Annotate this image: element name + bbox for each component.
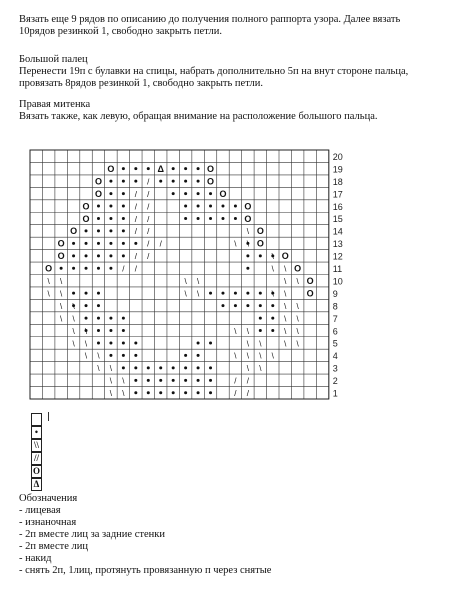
legend-tick-mark [48, 412, 49, 421]
row-number: 11 [332, 264, 343, 274]
k2tog-tbl-symbol: \ [72, 339, 75, 349]
purl-dot [271, 329, 274, 332]
yarn-over-symbol: O [82, 201, 90, 212]
purl-dot [109, 267, 112, 270]
purl-dot [109, 254, 112, 257]
purl-dot [97, 329, 100, 332]
k2tog-tbl-symbol: \ [97, 364, 100, 374]
row-number: 7 [332, 313, 338, 324]
k2tog-tbl-symbol: \ [271, 252, 274, 262]
right-mitten-paragraph: Вязать также, как левую, обращая внимание на расположение большого пальца. [19, 111, 378, 122]
purl-dot [97, 304, 100, 307]
purl-dot [197, 217, 200, 220]
purl-dot [97, 254, 100, 257]
k2tog-tbl-symbol: \ [284, 277, 287, 287]
purl-dot [85, 317, 88, 320]
purl-dot [221, 217, 224, 220]
purl-dot [109, 217, 112, 220]
yarn-over-symbol: O [306, 276, 314, 287]
right-mitten-heading: Правая митенка [19, 99, 91, 110]
purl-dot [209, 192, 212, 195]
legend-item-k2tog: - 2п вместе лиц [19, 541, 88, 552]
row-number: 4 [332, 351, 338, 362]
purl-dot [97, 317, 100, 320]
k2tog-tbl-symbol: \ [196, 277, 200, 287]
purl-dot [147, 366, 150, 369]
k2tog-tbl-symbol: \ [60, 289, 63, 299]
purl-dot [97, 341, 100, 344]
purl-dot [234, 205, 237, 208]
row-number: 9 [332, 288, 338, 299]
thumb-line-2: провязать 8рядов резинкой 1, свободно закрыть петли. [19, 78, 264, 90]
k2tog-tbl-symbol: \ [296, 301, 299, 311]
k2tog-tbl-symbol: \ [234, 351, 237, 361]
k2tog-tbl-symbol: \ [284, 289, 287, 299]
yarn-over-symbol: O [57, 238, 65, 249]
k2tog-symbol: / [134, 202, 137, 212]
k2tog-tbl-symbol: \ [84, 326, 88, 336]
k2tog-tbl-symbol: \ [184, 277, 187, 287]
k2tog-tbl-symbol: \ [296, 277, 299, 287]
purl-dot [259, 329, 262, 332]
row-number: 5 [332, 338, 338, 349]
k2tog-tbl-symbol: \ [271, 264, 274, 274]
thumb-line-1: Перенести 19п с булавки на спицы, набрать дополнительно 5п на внут стороне пальца, [19, 66, 409, 77]
yarn-over-symbol: O [256, 226, 264, 237]
k2tog-symbol: / [134, 252, 137, 262]
purl-dot [184, 180, 187, 183]
legend-item-purl: - изнаночная [19, 517, 77, 528]
purl-dot [172, 180, 175, 183]
purl-dot [197, 366, 200, 369]
purl-dot [209, 379, 212, 382]
purl-dot [134, 354, 137, 357]
row-number: 12 [332, 251, 343, 262]
purl-dot [172, 366, 175, 369]
k2tog-tbl-symbol: \ [109, 364, 113, 374]
k2tog-tbl-symbol: \ [284, 264, 287, 274]
legend-symbol-k2tog-tbl: \\ [31, 439, 42, 452]
yarn-over-symbol: O [244, 201, 252, 212]
k2tog-symbol: / [147, 177, 150, 187]
purl-dot [122, 205, 125, 208]
k2tog-symbol: / [134, 189, 137, 199]
purl-dot [159, 391, 162, 394]
legend-symbol-purl: • [31, 426, 42, 439]
purl-dot [172, 192, 175, 195]
k2tog-tbl-symbol: \ [246, 339, 249, 349]
k2tog-symbol: / [159, 239, 162, 249]
purl-dot [271, 304, 274, 307]
purl-dot [184, 354, 187, 357]
k2tog-tbl-symbol: \ [246, 326, 249, 336]
purl-dot [221, 304, 224, 307]
k2tog-symbol: / [134, 227, 137, 237]
k2tog-tbl-symbol: \ [246, 364, 249, 374]
purl-dot [72, 254, 75, 257]
purl-dot [109, 229, 112, 232]
yarn-over-symbol: O [281, 251, 289, 262]
k2tog-tbl-symbol: \ [47, 277, 50, 287]
yarn-over-symbol: O [256, 238, 264, 249]
purl-dot [209, 366, 212, 369]
row-number: 20 [332, 151, 343, 162]
yarn-over-symbol: O [94, 176, 102, 187]
purl-dot [72, 267, 75, 270]
purl-dot [221, 205, 224, 208]
k2tog-symbol: / [134, 214, 137, 224]
purl-dot [85, 304, 88, 307]
legend-symbol-yarn-over: O [32, 466, 40, 476]
purl-dot [197, 341, 200, 344]
purl-dot [122, 354, 125, 357]
purl-dot [172, 391, 175, 394]
k2tog-symbol: / [246, 376, 249, 386]
k2tog-symbol: / [147, 252, 150, 262]
legend-title: Обозначения [19, 493, 78, 504]
purl-dot [109, 192, 112, 195]
row-number: 14 [332, 226, 343, 237]
k2tog-tbl-symbol: \ [84, 339, 88, 349]
purl-dot [209, 292, 212, 295]
purl-dot [259, 304, 262, 307]
k2tog-tbl-symbol: \ [72, 326, 75, 336]
k2tog-tbl-symbol: \ [284, 339, 287, 349]
purl-dot [246, 267, 249, 270]
purl-dot [122, 242, 125, 245]
purl-dot [85, 242, 88, 245]
purl-dot [122, 366, 125, 369]
legend-symbol-decrease: Δ [31, 478, 42, 491]
legend-symbol-k2tog: // [31, 452, 42, 465]
purl-dot [184, 217, 187, 220]
purl-dot [97, 205, 100, 208]
legend-item-decrease: - снять 2п, 1лиц, протянуть провязанную п через снятые [19, 565, 272, 576]
k2tog-symbol: / [147, 189, 150, 199]
k2tog-symbol: / [234, 389, 237, 399]
purl-dot [122, 192, 125, 195]
purl-dot [134, 366, 137, 369]
k2tog-tbl-symbol: \ [84, 351, 88, 361]
k2tog-tbl-symbol: \ [196, 289, 200, 299]
k2tog-tbl-symbol: \ [97, 351, 100, 361]
legend-notes [19, 493, 271, 577]
purl-dot [122, 254, 125, 257]
yarn-over-symbol: O [294, 263, 302, 274]
k2tog-symbol: / [246, 389, 249, 399]
purl-dot [209, 391, 212, 394]
k2tog-tbl-symbol: \ [60, 301, 63, 311]
purl-dot [122, 341, 125, 344]
legend-item-k2tog-tbl: - 2п вместе лиц за задние стенки [19, 529, 165, 540]
thumb-heading: Большой палец [19, 54, 88, 65]
k2tog-tbl-symbol: \ [246, 227, 249, 237]
purl-dot [109, 329, 112, 332]
purl-dot [184, 379, 187, 382]
yarn-over-symbol: O [207, 163, 215, 174]
k2tog-tbl-symbol: \ [60, 314, 63, 324]
k2tog-symbol: / [122, 264, 125, 274]
k2tog-tbl-symbol: \ [259, 364, 262, 374]
purl-dot [122, 180, 125, 183]
row-number: 18 [332, 176, 343, 187]
row-number: 19 [332, 164, 343, 175]
purl-dot [85, 254, 88, 257]
row-number: 3 [332, 363, 338, 374]
yarn-over-symbol: O [82, 213, 90, 224]
k2tog-symbol: / [147, 214, 150, 224]
k2tog-tbl-symbol: \ [284, 301, 287, 311]
k2tog-tbl-symbol: \ [296, 326, 299, 336]
purl-dot [234, 304, 237, 307]
purl-dot [197, 391, 200, 394]
purl-dot [184, 391, 187, 394]
purl-dot [122, 167, 125, 170]
k2tog-tbl-symbol: \ [72, 301, 75, 311]
purl-dot [246, 304, 249, 307]
row-number: 1 [332, 388, 338, 399]
yarn-over-symbol: O [219, 188, 227, 199]
purl-dot [184, 192, 187, 195]
purl-dot [97, 229, 100, 232]
purl-dot [97, 267, 100, 270]
k2tog-tbl-symbol: \ [271, 289, 274, 299]
purl-dot [72, 242, 75, 245]
yarn-over-symbol: O [207, 176, 215, 187]
purl-dot [122, 217, 125, 220]
row-number: 6 [332, 326, 338, 337]
legend-item-yarn-over: - накид [19, 553, 52, 564]
row-number: 15 [332, 214, 343, 225]
yarn-over-symbol: O [57, 251, 65, 262]
yarn-over-symbol: O [107, 163, 115, 174]
purl-dot [184, 167, 187, 170]
row-number: 8 [332, 301, 338, 312]
purl-dot [97, 217, 100, 220]
purl-dot [172, 379, 175, 382]
k2tog-tbl-symbol: \ [122, 389, 125, 399]
row-number: 16 [332, 201, 343, 212]
k2tog-tbl-symbol: \ [47, 289, 50, 299]
k2tog-tbl-symbol: \ [296, 314, 299, 324]
k2tog-tbl-symbol: \ [296, 339, 299, 349]
k2tog-tbl-symbol: \ [246, 351, 249, 361]
k2tog-tbl-symbol: \ [259, 339, 262, 349]
intro-line-2: 10рядов резинкой 1, свободно закрыть петли. [19, 26, 222, 38]
purl-dot [134, 242, 137, 245]
k2tog-tbl-symbol: \ [271, 351, 274, 361]
purl-dot [246, 254, 249, 257]
k2tog-tbl-symbol: \ [60, 277, 63, 287]
k2tog-tbl-symbol: \ [259, 351, 262, 361]
k2tog-tbl-symbol: \ [109, 389, 113, 399]
k2tog-symbol: / [234, 376, 237, 386]
purl-dot [209, 341, 212, 344]
purl-dot [197, 167, 200, 170]
yarn-over-symbol: O [244, 213, 252, 224]
purl-dot [122, 229, 125, 232]
purl-dot [72, 292, 75, 295]
purl-dot [109, 354, 112, 357]
k2tog-tbl-symbol: \ [284, 326, 287, 336]
row-number: 13 [332, 239, 343, 250]
legend-item-knit: - лицевая [19, 505, 61, 516]
purl-dot [184, 205, 187, 208]
purl-dot [259, 292, 262, 295]
legend-symbol-knit [31, 413, 42, 426]
purl-dot [271, 317, 274, 320]
purl-dot [209, 217, 212, 220]
row-number: 2 [332, 376, 338, 387]
purl-dot [97, 292, 100, 295]
k2tog-tbl-symbol: \ [122, 376, 125, 386]
yarn-over-symbol: O [94, 188, 102, 199]
purl-dot [197, 205, 200, 208]
purl-dot [147, 167, 150, 170]
purl-dot [172, 167, 175, 170]
purl-dot [97, 242, 100, 245]
purl-dot [134, 180, 137, 183]
yarn-over-symbol: O [70, 226, 78, 237]
k2tog-tbl-symbol: \ [284, 314, 287, 324]
purl-dot [159, 366, 162, 369]
purl-dot [109, 341, 112, 344]
purl-dot [159, 180, 162, 183]
k2tog-tbl-symbol: \ [234, 239, 237, 249]
purl-dot [197, 354, 200, 357]
purl-dot [197, 180, 200, 183]
purl-dot [259, 254, 262, 257]
k2tog-symbol: / [147, 227, 150, 237]
purl-dot [60, 267, 63, 270]
purl-dot [221, 292, 224, 295]
purl-dot [246, 292, 249, 295]
k2tog-tbl-symbol: \ [109, 376, 113, 386]
yarn-over-symbol: O [306, 288, 314, 299]
purl-dot [209, 205, 212, 208]
k2tog-tbl-symbol: \ [184, 289, 187, 299]
k2tog-symbol: / [134, 264, 137, 274]
purl-dot [109, 242, 112, 245]
k2tog-tbl-symbol: \ [234, 326, 237, 336]
row-number: 10 [332, 276, 343, 287]
purl-dot [147, 379, 150, 382]
purl-dot [122, 317, 125, 320]
purl-dot [134, 379, 137, 382]
purl-dot [109, 317, 112, 320]
purl-dot [184, 366, 187, 369]
k2tog-symbol: / [147, 202, 150, 212]
purl-dot [234, 217, 237, 220]
purl-dot [259, 317, 262, 320]
decrease-symbol: Δ [157, 163, 164, 174]
purl-dot [159, 379, 162, 382]
purl-dot [234, 292, 237, 295]
purl-dot [85, 292, 88, 295]
purl-dot [85, 229, 88, 232]
purl-dot [109, 205, 112, 208]
intro-line-1: Вязать еще 9 рядов по описанию до получения полного раппорта узора. Далее вязать [19, 14, 401, 25]
row-number: 17 [332, 189, 343, 200]
purl-dot [134, 167, 137, 170]
k2tog-tbl-symbol: \ [72, 314, 75, 324]
purl-dot [134, 341, 137, 344]
purl-dot [109, 180, 112, 183]
yarn-over-symbol: O [45, 263, 53, 274]
purl-dot [197, 192, 200, 195]
k2tog-tbl-symbol: \ [246, 239, 249, 249]
purl-dot [85, 267, 88, 270]
purl-dot [134, 391, 137, 394]
purl-dot [122, 329, 125, 332]
purl-dot [197, 379, 200, 382]
k2tog-symbol: / [147, 239, 150, 249]
purl-dot [147, 391, 150, 394]
